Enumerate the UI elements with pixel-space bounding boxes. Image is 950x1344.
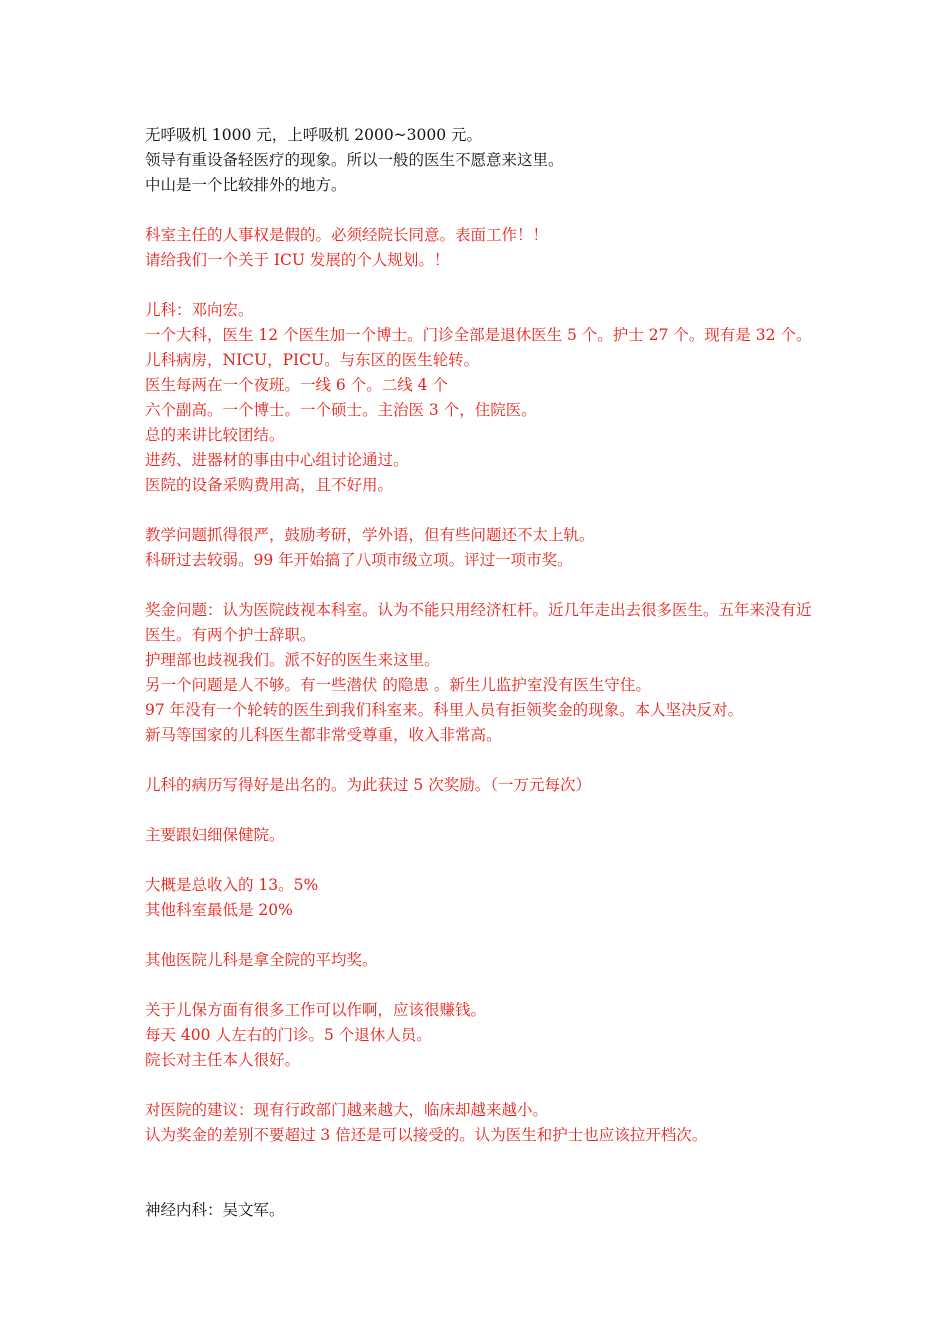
text-line: 领导有重设备轻医疗的现象。所以一般的医生不愿意来这里。 (145, 151, 564, 169)
paragraph-gap (145, 798, 825, 823)
text-line: 科室主任的人事权是假的。必须经院长同意。表面工作！！ (145, 226, 549, 244)
text-line: 护理部也歧视我们。派不好的医生来这里。 (145, 651, 440, 669)
paragraph-gap (145, 1073, 825, 1098)
text-line: 科研过去较弱。99 年开始搞了八项市级立项。评过一项市奖。 (145, 551, 573, 569)
text-line: 总的来讲比较团结。 (145, 426, 285, 444)
text-line: 关于儿保方面有很多工作可以作啊，应该很赚钱。 (145, 1001, 487, 1019)
paragraph-gap (145, 923, 825, 948)
text-line: 每天 400 人左右的门诊。5 个退休人员。 (145, 1026, 432, 1044)
paragraph-gap (145, 1148, 825, 1198)
text-line: 无呼吸机 1000 元，上呼吸机 2000~3000 元。 (145, 126, 483, 144)
text-line: 医院的设备采购费用高，且不好用。 (145, 476, 394, 494)
text-line: 院长对主任本人很好。 (145, 1051, 301, 1069)
paragraph-gap (145, 198, 825, 223)
text-line: 进药、进器材的事由中心组讨论通过。 (145, 451, 409, 469)
section-heading-pediatrics: 儿科：邓向宏。 (145, 301, 254, 319)
text-line: 主要跟妇细保健院。 (145, 826, 285, 844)
text-line: 儿科病房，NICU，PICU。与东区的医生轮转。 (145, 351, 480, 369)
text-line: 97 年没有一个轮转的医生到我们科室来。科里人员有拒领奖金的现象。本人坚决反对。 (145, 701, 744, 719)
section-heading-neurology: 神经内科：吴文军。 (145, 1201, 285, 1219)
text-line: 大概是总收入的 13。5% (145, 876, 319, 894)
paragraph-gap (145, 498, 825, 523)
text-line: 其他医院儿科是拿全院的平均奖。 (145, 951, 378, 969)
text-line: 其他科室最低是 20% (145, 901, 293, 919)
text-line: 另一个问题是人不够。有一些潜伏 的隐患 。新生儿监护室没有医生守住。 (145, 676, 651, 694)
paragraph-gap (145, 748, 825, 773)
text-line: 医生每两在一个夜班。一线 6 个。二线 4 个 (145, 376, 448, 394)
paragraph-gap (145, 573, 825, 598)
text-line: 新马等国家的儿科医生都非常受尊重，收入非常高。 (145, 726, 502, 744)
paragraph-gap (145, 973, 825, 998)
text-line: 认为奖金的差别不要超过 3 倍还是可以接受的。认为医生和护士也应该拉开档次。 (145, 1126, 708, 1144)
text-line: 对医院的建议：现有行政部门越来越大，临床却越来越小。 (145, 1101, 549, 1119)
text-line: 请给我们一个关于 ICU 发展的个人规划。！ (145, 251, 450, 269)
text-line: 六个副高。一个博士。一个硕士。主治医 3 个，住院医。 (145, 401, 537, 419)
paragraph-gap (145, 848, 825, 873)
text-paragraph: 奖金问题：认为医院歧视本科室。认为不能只用经济杠杆。近几年走出去很多医生。五年来没有近医生。有两个护士辞职。 (145, 601, 812, 644)
text-line: 一个大科，医生 12 个医生加一个博士。门诊全部是退休医生 5 个。护士 27 个。现有是 32 个。 (145, 326, 812, 344)
text-line: 中山是一个比较排外的地方。 (145, 176, 347, 194)
document-body (145, 123, 825, 1223)
text-line: 儿科的病历写得好是出名的。为此获过 5 次奖励。（一万元每次） (145, 776, 591, 794)
text-line: 教学问题抓得很严，鼓励考研，学外语，但有些问题还不太上轨。 (145, 526, 595, 544)
paragraph-gap (145, 273, 825, 298)
